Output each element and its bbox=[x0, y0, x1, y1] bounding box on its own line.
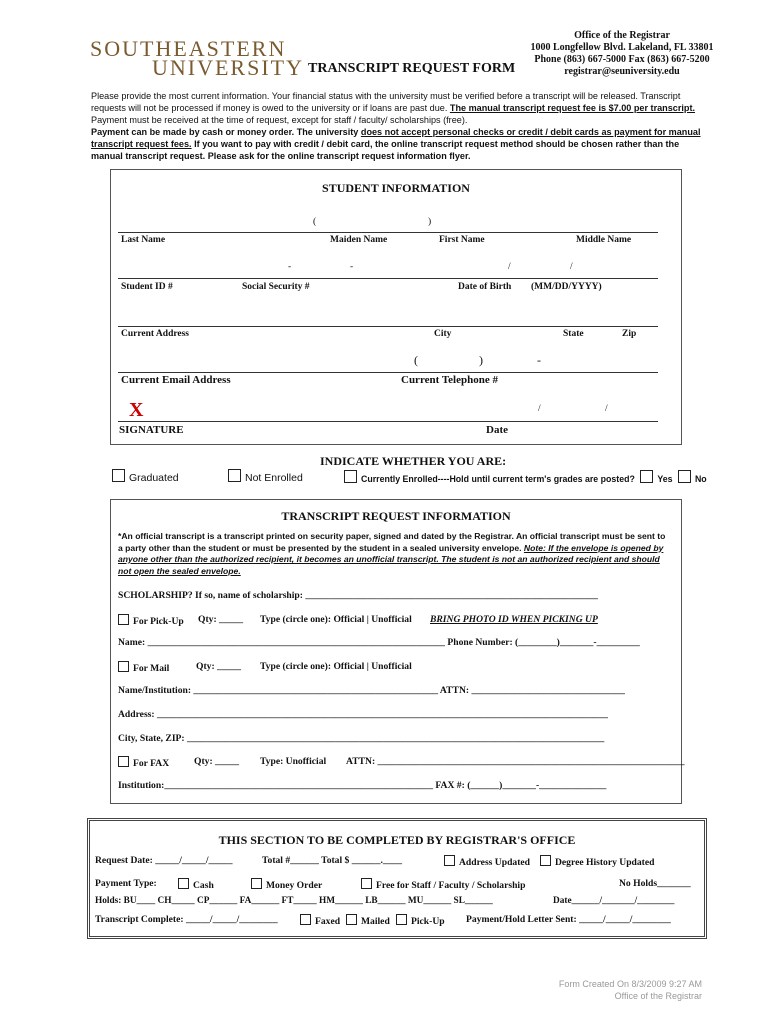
cash-option[interactable] bbox=[178, 878, 214, 891]
tel-dash: - bbox=[537, 353, 541, 367]
mailed-option[interactable] bbox=[346, 914, 390, 927]
transcript-request-title: TRANSCRIPT REQUEST INFORMATION bbox=[281, 509, 511, 523]
fax-type: Type: Unofficial bbox=[260, 756, 327, 767]
address-label: Current Address bbox=[121, 329, 190, 339]
student-info-box bbox=[110, 169, 682, 445]
maiden-paren-close: ) bbox=[428, 217, 432, 227]
fax-checkbox[interactable] bbox=[118, 756, 129, 767]
hold-no-checkbox[interactable] bbox=[678, 470, 691, 483]
pickup-checkbox[interactable] bbox=[118, 614, 129, 625]
student-info-title: STUDENT INFORMATION bbox=[322, 181, 470, 195]
intro-fee: The manual transcript request fee is $7.00 per transcript. bbox=[449, 103, 696, 113]
hold-no-label: No bbox=[694, 474, 707, 484]
mail-checkbox[interactable] bbox=[118, 661, 129, 672]
request-date-field[interactable]: Request Date: _____/_____/_____ bbox=[95, 855, 233, 866]
official-transcript-note bbox=[118, 531, 670, 577]
fax-option[interactable] bbox=[118, 756, 169, 769]
degree-history-checkbox[interactable] bbox=[540, 855, 551, 866]
fax-attn-field[interactable]: ATTN: ________________________________________________________________ bbox=[346, 756, 685, 767]
footer-office: Office of the Registrar bbox=[614, 991, 702, 1001]
payment-type-label: Payment Type: bbox=[95, 878, 157, 889]
dob-slash-2: / bbox=[570, 262, 573, 272]
university-logo-line1: SOUTHEASTERN bbox=[90, 36, 287, 61]
not-enrolled-checkbox[interactable] bbox=[228, 469, 241, 482]
money-order-option[interactable] bbox=[251, 878, 322, 891]
pickup-type[interactable]: Type (circle one): Official | Unofficial bbox=[260, 614, 412, 625]
faxed-label: Faxed bbox=[315, 916, 341, 927]
mail-city-state-zip-field[interactable]: City, State, ZIP: _______________________________________________________________________________________ bbox=[118, 733, 605, 744]
currently-enrolled-checkbox[interactable] bbox=[344, 470, 357, 483]
free-staff-label: Free for Staff / Faculty / Scholarship bbox=[376, 880, 526, 891]
form-footer bbox=[559, 978, 702, 1002]
office-name: Office of the Registrar bbox=[574, 30, 670, 41]
name-line[interactable] bbox=[118, 232, 658, 233]
money-order-checkbox[interactable] bbox=[251, 878, 262, 889]
mail-institution-field[interactable]: Name/Institution: ___________________________________________________ ATTN: ________________________________ bbox=[118, 685, 625, 696]
signature-x-mark: X bbox=[129, 399, 144, 421]
faxed-option[interactable] bbox=[300, 914, 340, 927]
form-title: TRANSCRIPT REQUEST FORM bbox=[308, 61, 516, 76]
pickup-option[interactable] bbox=[118, 614, 184, 627]
cash-checkbox[interactable] bbox=[178, 878, 189, 889]
pickup-name-phone-field[interactable]: Name: ______________________________________________________________ Phone Number: (________)_______-_________ bbox=[118, 637, 640, 648]
address-line[interactable] bbox=[118, 326, 658, 327]
intro-p1: Please provide the most current information. Your financial status with the university must be verified before a transcript will be released. Transcript requests will not be processed if money is owed to the university or if loans are past due. bbox=[91, 91, 681, 113]
note-italic: Note: If the envelope is opened by anyone other than the authorized recipient, it becomes an unofficial transcript. The student is not an authorized recipient and should not open the sealed envelope. bbox=[118, 542, 664, 576]
pickup-complete-checkbox[interactable] bbox=[396, 914, 407, 925]
pickup-photo-id-note: BRING PHOTO ID WHEN PICKING UP bbox=[430, 614, 598, 625]
no-holds-field[interactable]: No Holds_______ bbox=[619, 878, 691, 889]
dob-format-label: (MM/DD/YYYY) bbox=[531, 282, 602, 292]
office-contact-block bbox=[502, 30, 742, 78]
free-staff-checkbox[interactable] bbox=[361, 878, 372, 889]
intro-p2-underlined: does not accept personal checks or credit / debit cards as payment for manual transcript request fees. bbox=[91, 127, 701, 149]
mail-option[interactable] bbox=[118, 661, 169, 674]
ssn-dash-1: - bbox=[288, 262, 292, 272]
graduated-option[interactable] bbox=[112, 469, 179, 484]
hold-yes-checkbox[interactable] bbox=[640, 470, 653, 483]
graduated-checkbox[interactable] bbox=[112, 469, 125, 482]
transcript-complete-field[interactable]: Transcript Complete: _____/_____/________ bbox=[95, 914, 278, 925]
address-updated-checkbox[interactable] bbox=[444, 855, 455, 866]
ssn-dash-2: - bbox=[350, 262, 354, 272]
fax-institution-field[interactable]: Institution:________________________________________________________ FAX #: (______)_______-______________ bbox=[118, 780, 607, 791]
student-id-label: Student ID # bbox=[121, 282, 173, 292]
free-staff-option[interactable] bbox=[361, 878, 525, 891]
office-phone: Phone (863) 667-5000 Fax (863) 667-5200 bbox=[534, 54, 710, 65]
mail-type[interactable]: Type (circle one): Official | Unofficial bbox=[260, 661, 412, 672]
first-name-label: First Name bbox=[439, 235, 485, 245]
fax-qty[interactable]: Qty: _____ bbox=[194, 756, 240, 767]
ssn-label: Social Security # bbox=[242, 282, 310, 292]
zip-label: Zip bbox=[622, 329, 637, 339]
hold-yes-label: Yes bbox=[657, 474, 673, 484]
pickup-label: For Pick-Up bbox=[133, 616, 184, 627]
faxed-checkbox[interactable] bbox=[300, 914, 311, 925]
pickup-complete-label: Pick-Up bbox=[411, 916, 445, 927]
university-logo-line2: UNIVERSITY bbox=[152, 55, 304, 80]
dob-slash-1: / bbox=[508, 262, 511, 272]
mailed-label: Mailed bbox=[361, 916, 390, 927]
telephone-label: Current Telephone # bbox=[401, 374, 498, 386]
maiden-paren-open: ( bbox=[313, 217, 317, 227]
currently-enrolled-label: Currently Enrolled----Hold until current term's grades are posted? bbox=[361, 474, 635, 484]
degree-history-option[interactable] bbox=[540, 855, 654, 868]
state-label: State bbox=[563, 329, 584, 339]
tel-paren-open: ( bbox=[414, 353, 418, 367]
address-updated-label: Address Updated bbox=[459, 857, 530, 868]
signature-line[interactable] bbox=[118, 421, 658, 422]
email-line[interactable] bbox=[118, 372, 658, 373]
sig-date-slash-1: / bbox=[538, 404, 541, 414]
mail-label: For Mail bbox=[133, 663, 170, 674]
intro-p1-end: Payment must be received at the time of request, except for staff / faculty/ scholarships (free). bbox=[91, 115, 468, 125]
intro-text bbox=[91, 90, 705, 162]
mail-qty[interactable]: Qty: _____ bbox=[196, 661, 242, 672]
holds-date-field[interactable]: Date______/_______/________ bbox=[553, 896, 675, 906]
degree-history-label: Degree History Updated bbox=[555, 857, 655, 868]
not-enrolled-label: Not Enrolled bbox=[245, 472, 303, 484]
signature-label: SIGNATURE bbox=[119, 424, 184, 436]
email-label: Current Email Address bbox=[121, 374, 231, 386]
id-line[interactable] bbox=[118, 278, 658, 279]
currently-enrolled-option[interactable] bbox=[344, 470, 707, 484]
maiden-name-label: Maiden Name bbox=[330, 235, 388, 245]
address-updated-option[interactable] bbox=[444, 855, 530, 868]
office-address: 1000 Longfellow Blvd. Lakeland, FL 33801 bbox=[530, 42, 714, 53]
intro-p2-start: Payment can be made by cash or money order. The university bbox=[91, 127, 359, 137]
registrar-section-title: THIS SECTION TO BE COMPLETED BY REGISTRAR'S OFFICE bbox=[218, 833, 576, 847]
status-title: INDICATE WHETHER YOU ARE: bbox=[320, 454, 507, 468]
tel-paren-close: ) bbox=[479, 353, 483, 367]
cash-label: Cash bbox=[193, 880, 214, 891]
mailed-checkbox[interactable] bbox=[346, 914, 357, 925]
note-text: *An official transcript is a transcript printed on security paper, signed and dated by the Registrar. An official transcript must be sent to a party other than the student or must be presented by the student in a sealed university envelope. bbox=[118, 531, 666, 553]
sig-date-slash-2: / bbox=[605, 404, 608, 414]
payment-letter-field[interactable]: Payment/Hold Letter Sent: _____/_____/________ bbox=[466, 914, 671, 925]
city-label: City bbox=[434, 329, 452, 339]
pickup-qty[interactable]: Qty: _____ bbox=[198, 614, 244, 625]
last-name-label: Last Name bbox=[121, 235, 166, 245]
office-email: registrar@seuniversity.edu bbox=[564, 66, 680, 77]
not-enrolled-option[interactable] bbox=[228, 469, 303, 484]
intro-p2-end: If you want to pay with credit / debit card, the online transcript request method should be chosen rather than the manual transcript request. Please ask for the online transcript request information flyer. bbox=[91, 139, 680, 161]
dob-label: Date of Birth bbox=[458, 282, 512, 292]
scholarship-field[interactable]: SCHOLARSHIP? If so, name of scholarship: _____________________________________________________________ bbox=[118, 590, 598, 601]
mail-address-field[interactable]: Address: ______________________________________________________________________________________________ bbox=[118, 709, 608, 720]
date-label: Date bbox=[486, 424, 508, 436]
pickup-complete-option[interactable] bbox=[396, 914, 445, 927]
holds-field[interactable]: Holds: BU____ CH_____ CP______ FA______ FT_____ HM______ LB______ MU______ SL______ bbox=[95, 896, 493, 906]
money-order-label: Money Order bbox=[266, 880, 323, 891]
graduated-label: Graduated bbox=[129, 472, 179, 484]
middle-name-label: Middle Name bbox=[576, 235, 632, 245]
fax-label: For FAX bbox=[133, 758, 170, 769]
total-field[interactable]: Total #______ Total $ ______.____ bbox=[262, 855, 403, 866]
footer-created: Form Created On 8/3/2009 9:27 AM bbox=[558, 979, 702, 989]
